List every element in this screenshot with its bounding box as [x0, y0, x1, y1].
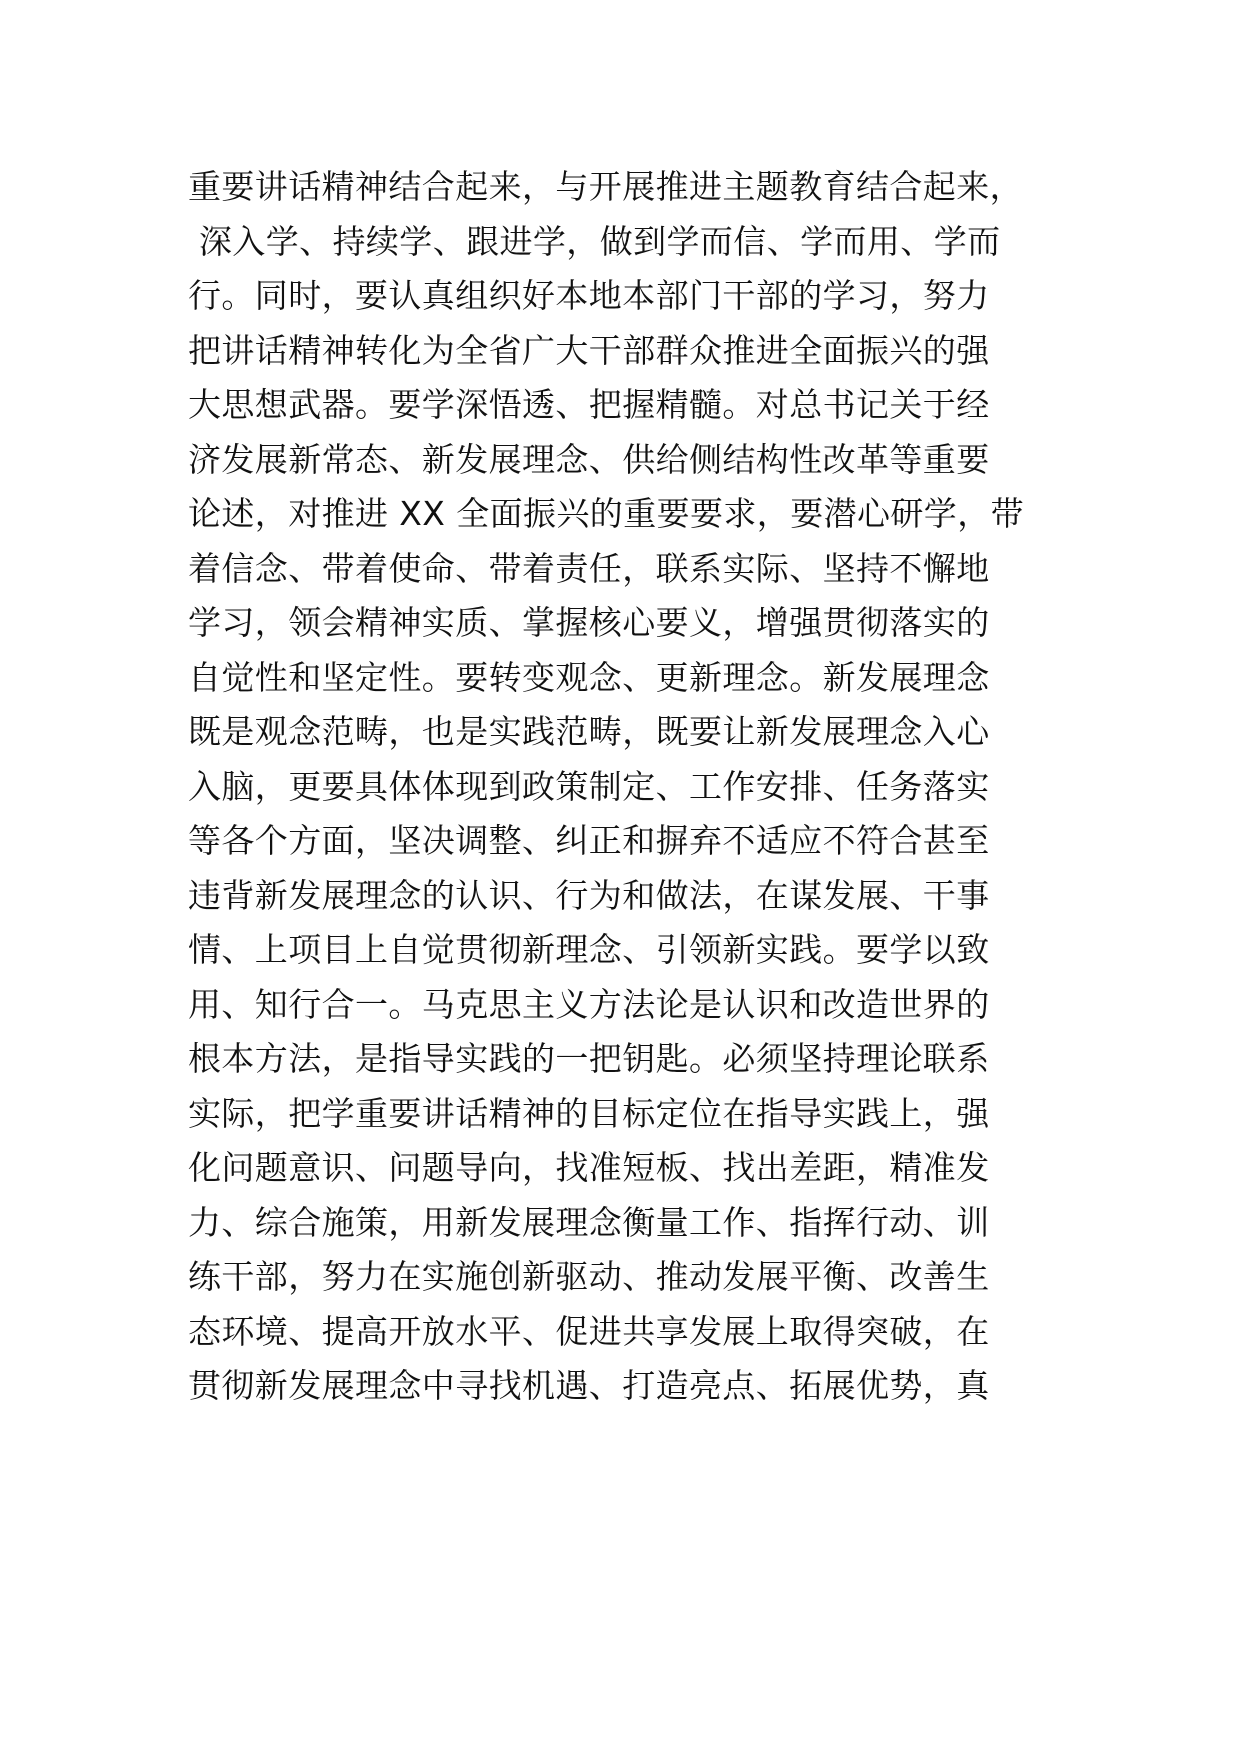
text-line: 重要讲话精神结合起来，与开展推进主题教育结合起来， — [188, 167, 1023, 206]
text-line: 行。同时，要认真组织好本地本部门干部的学习，努力 — [188, 276, 990, 315]
text-line: 化问题意识、问题导向，找准短板、找出差距，精准发 — [188, 1148, 990, 1187]
text-line: 贯彻新发展理念中寻找机遇、打造亮点、拓展优势，真 — [188, 1366, 990, 1405]
text-line: 深入学、持续学、跟进学，做到学而信、学而用、学而 — [188, 221, 1001, 261]
text-line: 根本方法，是指导实践的一把钥匙。必须坚持理论联系 — [188, 1039, 990, 1078]
text-line: 自觉性和坚定性。要转变观念、更新理念。新发展理念 — [188, 657, 990, 697]
text-line: 把讲话精神转化为全省广大干部群众推进全面振兴的强 — [188, 330, 990, 370]
text-line: 实际，把学重要讲话精神的目标定位在指导实践上，强 — [188, 1093, 990, 1133]
text-line: 既是观念范畴，也是实践范畴，既要让新发展理念入心 — [188, 712, 990, 751]
text-line: 情、上项目上自觉贯彻新理念、引领新实践。要学以致 — [188, 930, 990, 969]
text-line: 用、知行合一。马克思主义方法论是认识和改造世界的 — [188, 984, 990, 1024]
text-line: 论述，对推进 XX 全面振兴的重要要求，要潜心研学，带 — [188, 494, 1024, 533]
text-line: 入脑，更要具体体现到政策制定、工作安排、任务落实 — [188, 766, 990, 806]
text-line: 济发展新常态、新发展理念、供给侧结构性改革等重要 — [188, 439, 990, 479]
text-line: 着信念、带着使命、带着责任，联系实际、坚持不懈地 — [188, 548, 990, 588]
text-line: 等各个方面，坚决调整、纠正和摒弃不适应不符合甚至 — [188, 821, 990, 860]
text-line: 力、综合施策，用新发展理念衡量工作、指挥行动、训 — [188, 1202, 990, 1242]
text-line: 学习，领会精神实质、掌握核心要义，增强贯彻落实的 — [188, 603, 990, 642]
body-text — [188, 160, 1088, 1414]
text-line: 态环境、提高开放水平、促进共享发展上取得突破，在 — [188, 1311, 990, 1351]
text-line: 违背新发展理念的认识、行为和做法，在谋发展、干事 — [188, 875, 990, 915]
text-line: 大思想武器。要学深悟透、把握精髓。对总书记关于经 — [188, 385, 990, 424]
text-line: 练干部，努力在实施创新驱动、推动发展平衡、改善生 — [188, 1257, 990, 1296]
